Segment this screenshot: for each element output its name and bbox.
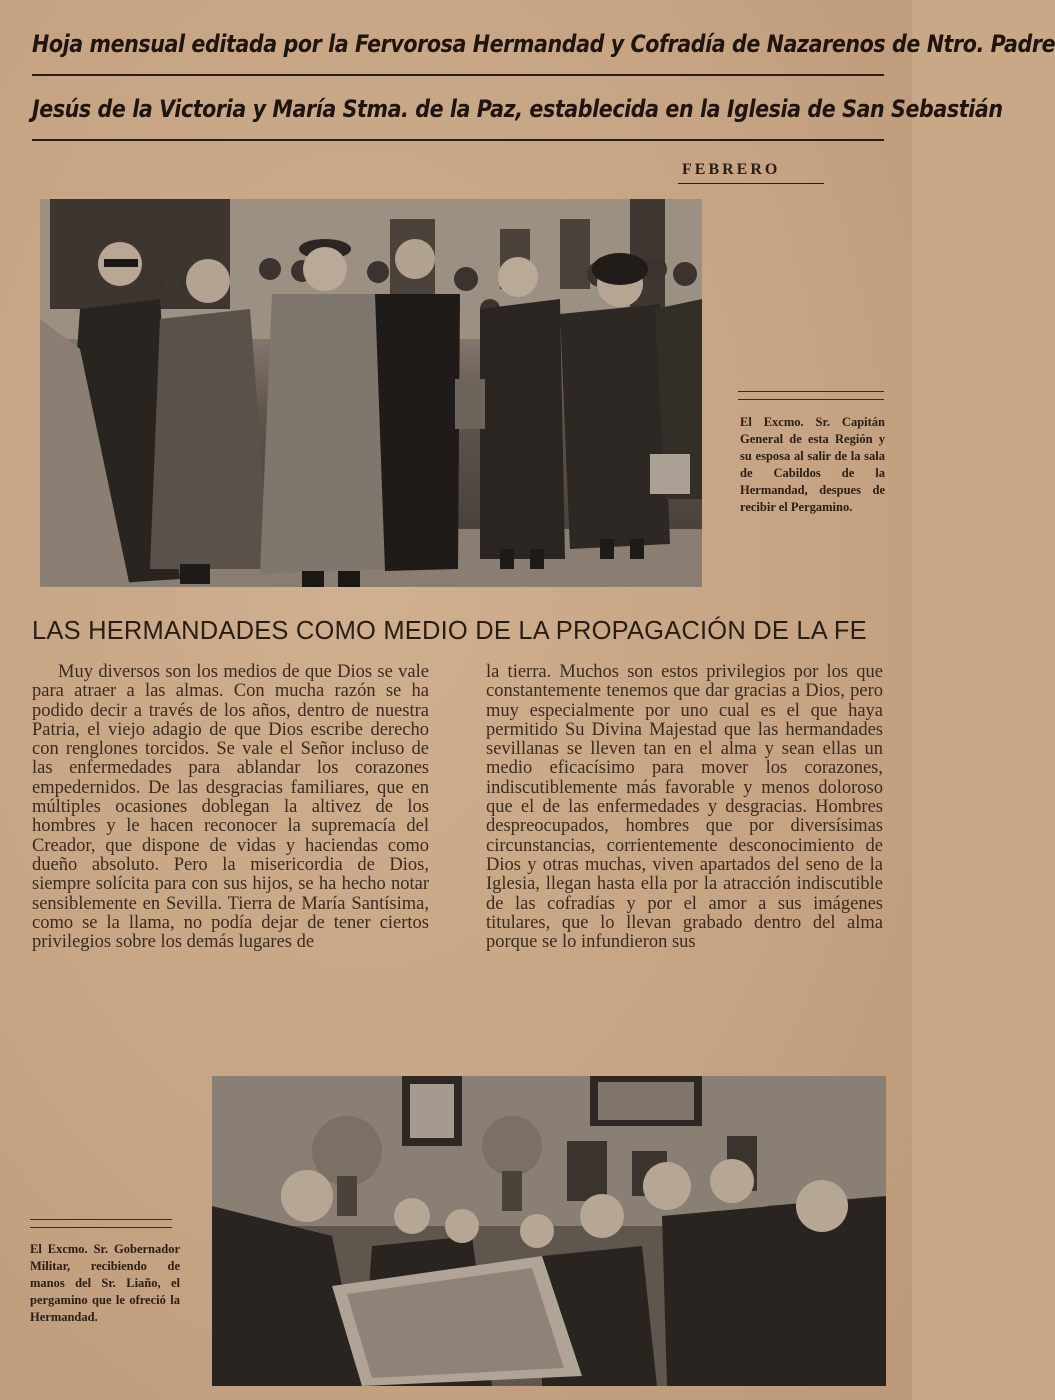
caption-rule-top bbox=[738, 391, 884, 392]
photo-military-governor bbox=[212, 1076, 886, 1386]
caption-rule-bottom bbox=[30, 1219, 172, 1220]
article-column-left bbox=[32, 663, 429, 1059]
article-column-right bbox=[486, 663, 883, 1059]
article-text-right: la tierra. Muchos son estos privilegios por los que constantemente tenemos que dar gracias a Dios, pero muy especialmente por uno cual es el que haya permitido Su Divina Majestad que las hermandades sevillanas se lleven tan en el alma y sean ellas un medio eficacísimo para mover los corazones, indiscutiblemente más favorable y menos doloroso que el de las enfermedades y desgracias. Hombres despreocupados, hombres que por diversísimas circunstancias, corrientemente desconocimiento de Dios y otras muchas, viven apartados del seno de la Iglesia, llegan hasta ella por la atracción indiscutible de las cofradías y por el amor a sus imágenes titulares, que lo llevan grabado dentro del alma porque se lo infundieron sus bbox=[486, 662, 883, 953]
masthead-rule-1 bbox=[32, 74, 884, 76]
article-title: LAS HERMANDADES COMO MEDIO DE LA PROPAGACIÓN DE LA FE bbox=[32, 617, 867, 645]
masthead-line-1: Hoja mensual editada por la Fervorosa Hermandad y Cofradía de Nazarenos de Ntro. Padre bbox=[32, 30, 1055, 58]
photo-captain-general bbox=[40, 199, 702, 587]
photo-caption-top: El Excmo. Sr. Capitán General de esta Región y su esposa al salir de la sala de Cabildos de la Hermandad, despues de recibir el Pergamino. bbox=[740, 415, 885, 514]
month-underline bbox=[678, 183, 824, 184]
masthead-rule-2 bbox=[32, 139, 884, 141]
caption-rule-bottom-2 bbox=[30, 1227, 172, 1228]
issue-month: FEBRERO bbox=[682, 161, 781, 178]
photo-caption-bottom: El Excmo. Sr. Gobernador Militar, recibiendo de manos del Sr. Liaño, el pergamino que le ofreció la Hermandad. bbox=[30, 1242, 180, 1324]
photo-military-governor-image bbox=[212, 1076, 886, 1386]
article-text-left: Muy diversos son los medios de que Dios se vale para atraer a las almas. Con mucha razón se ha podido decir a través de los años, dentro de nuestra Patria, el viejo adagio de que Dios escribe derecho con renglones torcidos. Se vale el Señor incluso de las enfermedades para ablandar los corazones empedernidos. De las desgracias familiares, que en múltiples ocasiones doblegan la altivez de los hombres y le hacen reconocer la supremacía del Creador, que dispone de vidas y haciendas como dueño absoluto. Pero la misericordia de Dios, siempre solícita para con sus hijos, se ha hecho notar sensiblemente en Sevilla. Tierra de María Santísima, como se la llama, no podía dejar de tener ciertos privilegios sobre los demás lugares de bbox=[32, 662, 429, 953]
caption-rule-top-2 bbox=[738, 399, 884, 400]
masthead-line-2: Jesús de la Victoria y María Stma. de la Paz, establecida en la Iglesia de San Sebastián bbox=[32, 95, 1003, 123]
photo-captain-general-image bbox=[40, 199, 702, 587]
